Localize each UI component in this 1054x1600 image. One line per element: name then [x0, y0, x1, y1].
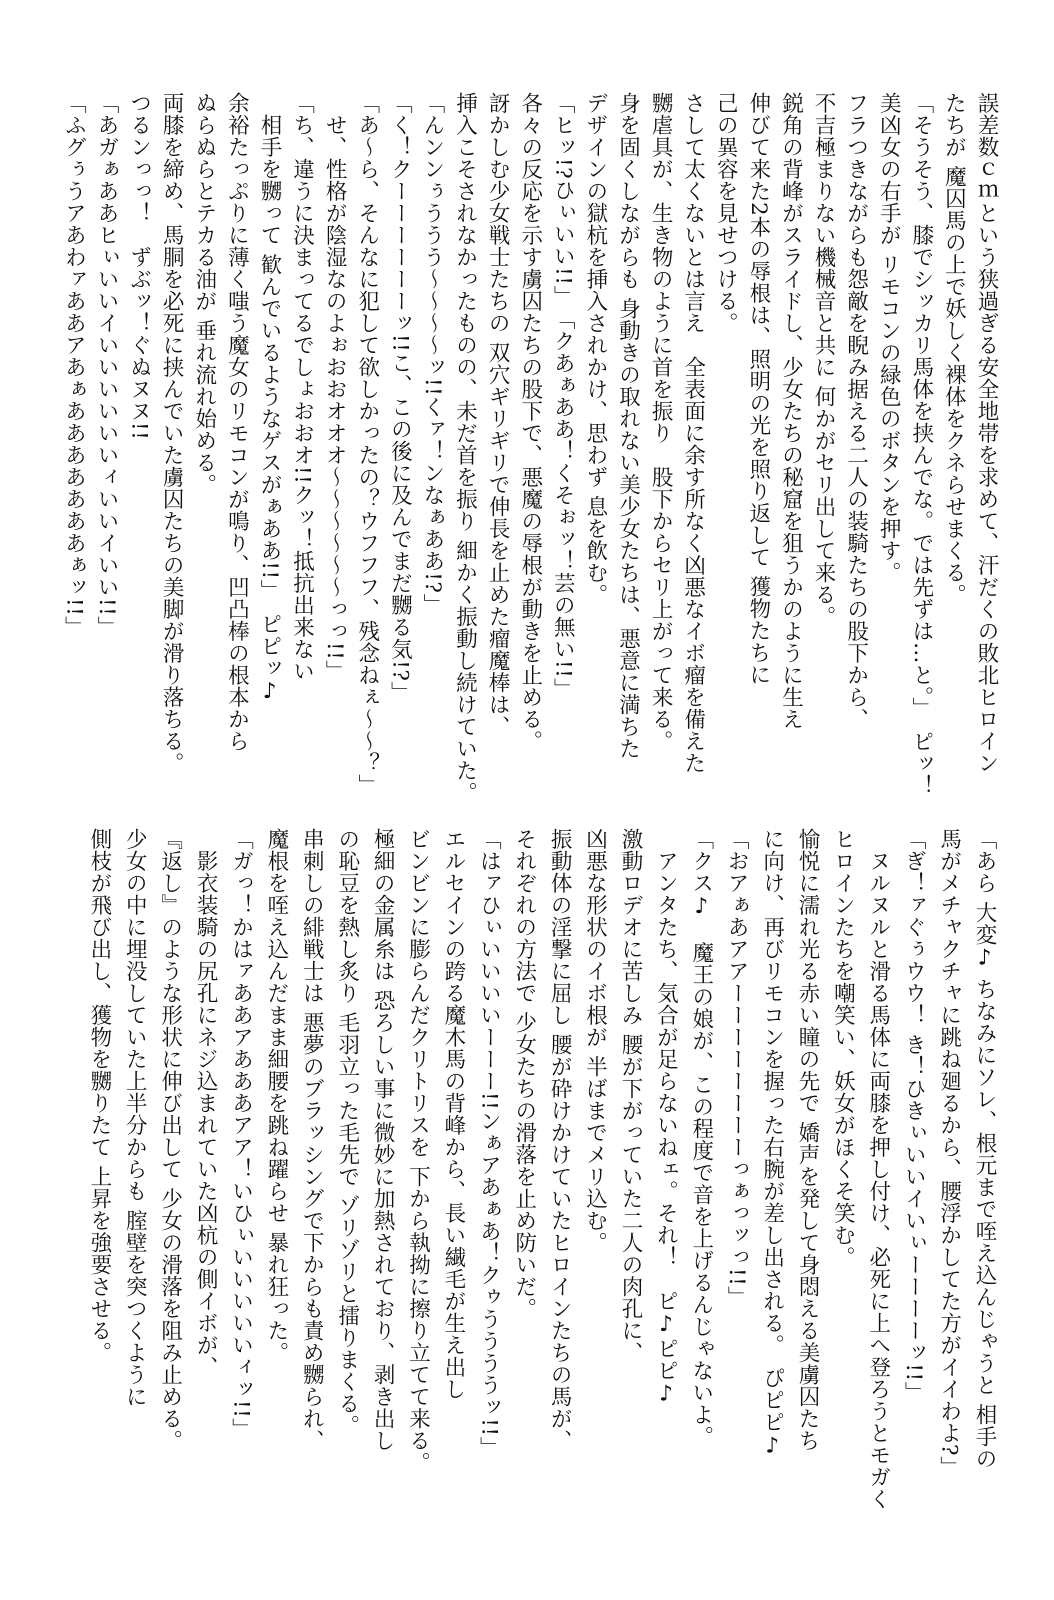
text-column: 愉悦に濡れ光る赤い瞳の先で 嬌声を発して身悶える美虜囚たち [794, 828, 820, 1452]
text-column: 美凶女の右手が リモコンの緑色のボタンを押す。 [876, 92, 902, 584]
text-column: 影衣装騎の尻孔にネジ込まれていた凶杭の側イボが、 [193, 828, 219, 1378]
text-column: 訝かしむ少女戦士たちの 双穴ギリギリで伸長を止めた瘤魔棒は、 [485, 92, 511, 738]
text-column: 誤差数ｃｍという狭過ぎる安全地帯を求めて、汗だくの敗北ヒロイン [974, 92, 999, 774]
upper-text-block [57, 92, 1002, 804]
text-column: つるンっっ！ ずぶッ！ぐぬヌヌ!! [126, 92, 152, 441]
text-column: デザインの獄杭を挿入されかけ、思わず 息を飲む。 [582, 92, 608, 606]
text-column: それぞれの方法で 少女たちの滑落を止め防いだ。 [511, 828, 537, 1320]
text-column: 「クス♪ 魔王の娘が、この程度で音を上げるんじゃないよ。 [688, 828, 714, 1448]
text-column: 極細の金属糸は 恐ろしい事に微妙に加熱されており、剥き出し [370, 828, 396, 1452]
text-column: 「あ〜ら、そんなに犯して欲しかったの？ウフフフ、残念ねぇ〜〜？」 [354, 92, 380, 796]
text-column: 側枝が飛び出し、獲物を嬲りたて 上昇を強要させる。 [86, 828, 112, 1364]
text-column: エルセインの跨る魔木馬の背峰から、長い繊毛が生え出し [440, 828, 466, 1400]
text-column: 「ぎ！ァぐぅウウ！ き！ひきぃいいイいぃーーーーッ!!」 [901, 828, 927, 1404]
text-column: 両膝を締め、馬胴を必死に挟んでいた虜囚たちの美脚が滑り落ちる。 [159, 92, 185, 774]
text-column: 身を固くしながらも 身動きの取れない美少女たちは、悪意に満ちた [615, 92, 641, 760]
lower-text-block [81, 828, 1002, 1510]
text-column: さして太くないとは言え 全表面に余す所なく凶悪なイボ瘤を備えた [680, 92, 706, 774]
text-column: 「そうそう、膝でシッカリ馬体を挟んでな。では先ずは…と。」 ピッ！ [908, 92, 934, 797]
text-column: 鋭角の背峰がスライドし、少女たちの秘窟を狙うかのように生え [778, 92, 804, 730]
text-column: 「ち、違うに決まってるでしょおおオ!!クッ！抵抗出来ない [289, 92, 315, 683]
text-column: 『返し』のような形状に伸び出して 少女の滑落を阻み止める。 [157, 828, 183, 1452]
text-column: 魔根を咥え込んだまま細腰を跳ね躍らせ 暴れ狂った。 [263, 828, 289, 1364]
text-column: 「おアぁあアアーーーーーーーーっぁっッっ!!」 [724, 828, 750, 1309]
text-column: 余裕たっぷりに薄く嗤う魔女のリモコンが鳴り、凹凸棒の根本から [224, 92, 250, 752]
text-column: 「はァひぃいいいいーーー!!ンぁアあぁあ！クゥううううッ!!」 [476, 828, 502, 1459]
text-column: 「ヒッ!?ひぃいい!!」 「クあぁああ！くそぉッ！芸の無い!!」 [550, 92, 576, 701]
text-column: たちが 魔囚馬の上で妖しく裸体をクネらせまくる。 [941, 92, 967, 606]
text-column: 不吉極まりない機械音と共に 何かがセリ出して来る。 [811, 92, 837, 628]
text-column: ヌルヌルと滑る馬体に両膝を押し付け、必死に上へ登ろうとモガく [865, 828, 891, 1510]
text-column: 挿入こそされなかったものの、未だ首を振り 細かく振動し続けていた。 [452, 92, 478, 804]
text-column: ヒロインたちを嘲笑い、妖女がほくそ笑む。 [830, 828, 856, 1268]
text-column: 串刺しの緋戦士は 悪夢のブラッシングで下からも責め嬲られ、 [299, 828, 325, 1452]
text-column: ビンビンに膨らんだクリトリスを 下から執拗に擦り立てて来る。 [405, 828, 431, 1474]
text-column: せ、性格が陰湿なのよぉおおオオオ〜〜〜〜〜〜っっ!!」 [322, 92, 348, 683]
text-column: 「ガっ！かはァああアあああアア！いひぃいいいいいィッ!!」 [228, 828, 254, 1441]
text-column: 相手を嬲って 歓んでいるようなゲスがぁああ!!」 ピピッ♪ [256, 92, 282, 705]
text-column: フラつきながらも怨敵を睨み据える二人の装騎たちの股下から、 [843, 92, 869, 730]
text-column: 激動ロデオに苦しみ 腰が下がっていた二人の肉孔に、 [617, 828, 643, 1364]
text-column: 己の異容を見せつける。 [713, 92, 739, 334]
text-column: ぬらぬらとテカる油が 垂れ流れ始める。 [191, 92, 217, 496]
text-column: 伸びて来た2本の辱根は、照明の光を照り返して 獲物たちに [745, 92, 771, 686]
text-column: 「あガぁああヒぃいいイいいいいいいィいいイいい!!」 [93, 92, 119, 639]
text-column: 嬲虐具が、生き物のように首を振り 股下からセリ上がって来る。 [648, 92, 674, 752]
text-column: 馬がメチャクチャに跳ね廻るから、腰浮かしてた方がイイわよ?」 [936, 828, 962, 1479]
text-column: に向け、再びリモコンを握った右腕が差し出される。 ぴピピ♪ [759, 828, 785, 1459]
text-column: 「んンンぅううう〜〜〜〜ッ!!くァ！ンなぁああ!?」 [419, 92, 445, 616]
text-column: 凶悪な形状のイボ根が 半ばまでメリ込む。 [582, 828, 608, 1254]
text-column: 各々の反応を示す虜囚たちの股下で、悪魔の辱根が動きを止める。 [517, 92, 543, 752]
text-column: 「ふグぅうアあわァああアあぁあああああああぁッ!!」 [61, 92, 87, 639]
text-column: 少女の中に埋没していた上半分からも 腟壁を突つくように [122, 828, 148, 1408]
text-column: 振動体の淫撃に屈し 腰が砕けかけていたヒロインたちの馬が、 [547, 828, 573, 1452]
text-column: 「く！クーーーーーーッ!!こ、この後に及んでまだ嬲る気!?」 [387, 92, 413, 704]
text-column: 「あら 大変♪ ちなみにソレ、根元まで咥え込んじゃうと 相手の [972, 828, 997, 1470]
text-column: の恥豆を熱し炙り 毛羽立った毛先で ゾリゾリと擂りまくる。 [334, 828, 360, 1437]
text-column: アンタたち、気合が足らないねェ。それ！ ピ♪ピピ♪ [653, 828, 679, 1407]
